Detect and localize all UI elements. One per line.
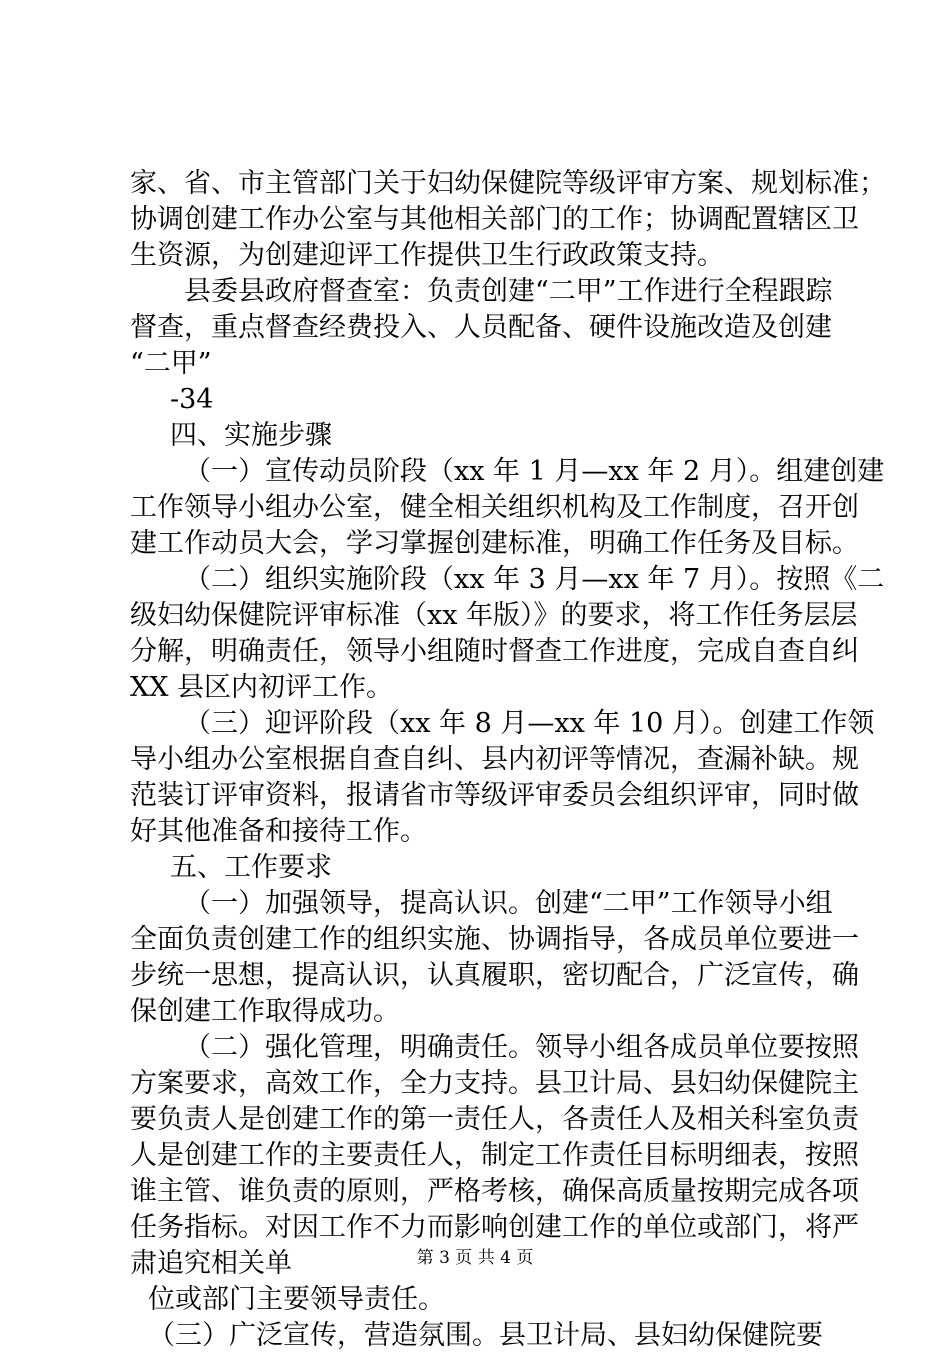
paragraph-start: （一）宣传动员阶段（xx 年 1 月—xx 年 2 月）。组建创建 bbox=[184, 456, 885, 487]
text-line: 人是创建工作的主要责任人，制定工作责任目标明细表，按照 bbox=[130, 1140, 859, 1171]
text-line: 谁主管、谁负责的原则，严格考核，确保高质量按期完成各项 bbox=[130, 1176, 859, 1207]
section-heading: 四、实施步骤 bbox=[170, 420, 332, 451]
text-line: 位或部门主要领导责任。 bbox=[148, 1284, 445, 1315]
document-body bbox=[130, 166, 886, 1354]
paragraph-start: （三）迎评阶段（xx 年 8 月—xx 年 10 月）。创建工作领 bbox=[184, 708, 875, 739]
text-line: 范装订评审资料，报请省市等级评审委员会组织评审，同时做 bbox=[130, 780, 859, 811]
text-line: 导小组办公室根据自查自纠、县内初评等情况，查漏补缺。规 bbox=[130, 744, 859, 775]
page-number-fragment: -34 bbox=[170, 384, 214, 415]
paragraph-start: 县委县政府督查室：负责创建“二甲”工作进行全程跟踪 bbox=[184, 276, 833, 307]
text-line: 任务指标。对因工作不力而影响创建工作的单位或部门，将严 bbox=[130, 1212, 859, 1243]
text-line: 建工作动员大会，学习掌握创建标准，明确工作任务及目标。 bbox=[130, 528, 859, 559]
text-line: 步统一思想，提高认识，认真履职，密切配合，广泛宣传，确 bbox=[130, 960, 859, 991]
text-line: 好其他准备和接待工作。 bbox=[130, 816, 427, 847]
paragraph-start: （三）广泛宣传，营造氛围。县卫计局、县妇幼保健院要 bbox=[148, 1320, 823, 1351]
text-line: 要负责人是创建工作的第一责任人，各责任人及相关科室负责 bbox=[130, 1104, 859, 1135]
text-line: 协调创建工作办公室与其他相关部门的工作；协调配置辖区卫 bbox=[130, 204, 859, 235]
text-line: 方案要求，高效工作，全力支持。县卫计局、县妇幼保健院主 bbox=[130, 1068, 859, 1099]
text-line: XX 县区内初评工作。 bbox=[130, 672, 394, 703]
section-heading: 五、工作要求 bbox=[170, 852, 332, 883]
text-line: 全面负责创建工作的组织实施、协调指导，各成员单位要进一 bbox=[130, 924, 859, 955]
text-line: “二甲” bbox=[130, 348, 212, 379]
paragraph-start: （二）组织实施阶段（xx 年 3 月—xx 年 7 月）。按照《二 bbox=[184, 564, 885, 595]
text-line: 肃追究相关单 bbox=[130, 1248, 292, 1279]
text-line: 分解，明确责任，领导小组随时督查工作进度，完成自查自纠 bbox=[130, 636, 859, 667]
paragraph-start: （一）加强领导，提高认识。创建“二甲”工作领导小组 bbox=[184, 888, 833, 919]
text-line: 督查，重点督查经费投入、人员配备、硬件设施改造及创建 bbox=[130, 312, 832, 343]
text-line: 工作领导小组办公室，健全相关组织机构及工作制度，召开创 bbox=[130, 492, 859, 523]
text-line: 级妇幼保健院评审标准（xx 年版）》的要求，将工作任务层层 bbox=[130, 600, 858, 631]
text-line: 家、省、市主管部门关于妇幼保健院等级评审方案、规划标准； bbox=[130, 168, 886, 199]
paragraph-start: （二）强化管理，明确责任。领导小组各成员单位要按照 bbox=[184, 1032, 859, 1063]
page-footer: 第 3 页 共 4 页 bbox=[416, 1248, 534, 1268]
text-line: 保创建工作取得成功。 bbox=[130, 996, 400, 1027]
text-line: 生资源，为创建迎评工作提供卫生行政政策支持。 bbox=[130, 240, 724, 271]
